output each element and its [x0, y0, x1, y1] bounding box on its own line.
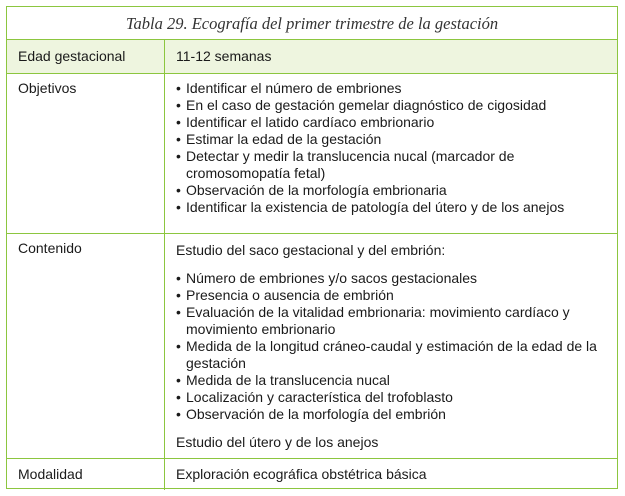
- table-row-contenido: [7, 234, 617, 459]
- row-label-contenido: Contenido: [7, 234, 165, 458]
- list-item: • En el caso de gestación gemelar diagnóstico de cigosidad: [176, 97, 607, 114]
- table-frame: [6, 6, 618, 489]
- list-item: • Identificar la existencia de patología del útero y de los anejos: [176, 199, 607, 216]
- table-caption: Tabla 29. Ecografía del primer trimestre de la gestación: [7, 7, 617, 40]
- contenido-list: [176, 270, 607, 423]
- list-item: • Estimar la edad de la gestación: [176, 131, 607, 148]
- list-item: • Identificar el número de embriones: [176, 80, 607, 97]
- table-row-objetivos: [7, 74, 617, 234]
- list-item: • Observación de la morfología del embrión: [176, 406, 607, 423]
- row-label-objetivos: Objetivos: [7, 74, 165, 233]
- row-content-modalidad: Exploración ecográfica obstétrica básica: [176, 466, 427, 482]
- list-item: • Número de embriones y/o sacos gestacionales: [176, 270, 607, 287]
- table-header-row: [7, 40, 617, 74]
- list-item: • Observación de la morfología embrionaria: [176, 182, 607, 199]
- list-item: • Medida de la translucencia nucal: [176, 372, 607, 389]
- contenido-outro: Estudio del útero y de los anejos: [176, 434, 379, 450]
- list-item: • Medida de la longitud cráneo-caudal y estimación de la edad de la gestación: [176, 338, 607, 372]
- row-label-modalidad: Modalidad: [7, 459, 165, 490]
- table-row-modalidad: [7, 459, 617, 490]
- objetivos-list: [176, 80, 607, 216]
- header-label: Edad gestacional: [7, 40, 165, 73]
- list-item: • Localización y característica del trofoblasto: [176, 389, 607, 406]
- list-item: • Presencia o ausencia de embrión: [176, 287, 607, 304]
- list-item: • Detectar y medir la translucencia nucal (marcador de cromosomopatía fetal): [176, 148, 607, 182]
- list-item: • Evaluación de la vitalidad embrionaria: movimiento cardíaco y movimiento embrionario: [176, 304, 607, 338]
- row-content-contenido: [165, 234, 617, 458]
- row-content-objetivos: [165, 74, 617, 233]
- list-item: • Identificar el latido cardíaco embrionario: [176, 114, 607, 131]
- header-value: 11-12 semanas: [176, 48, 272, 64]
- contenido-intro: Estudio del saco gestacional y del embrión:: [176, 242, 446, 258]
